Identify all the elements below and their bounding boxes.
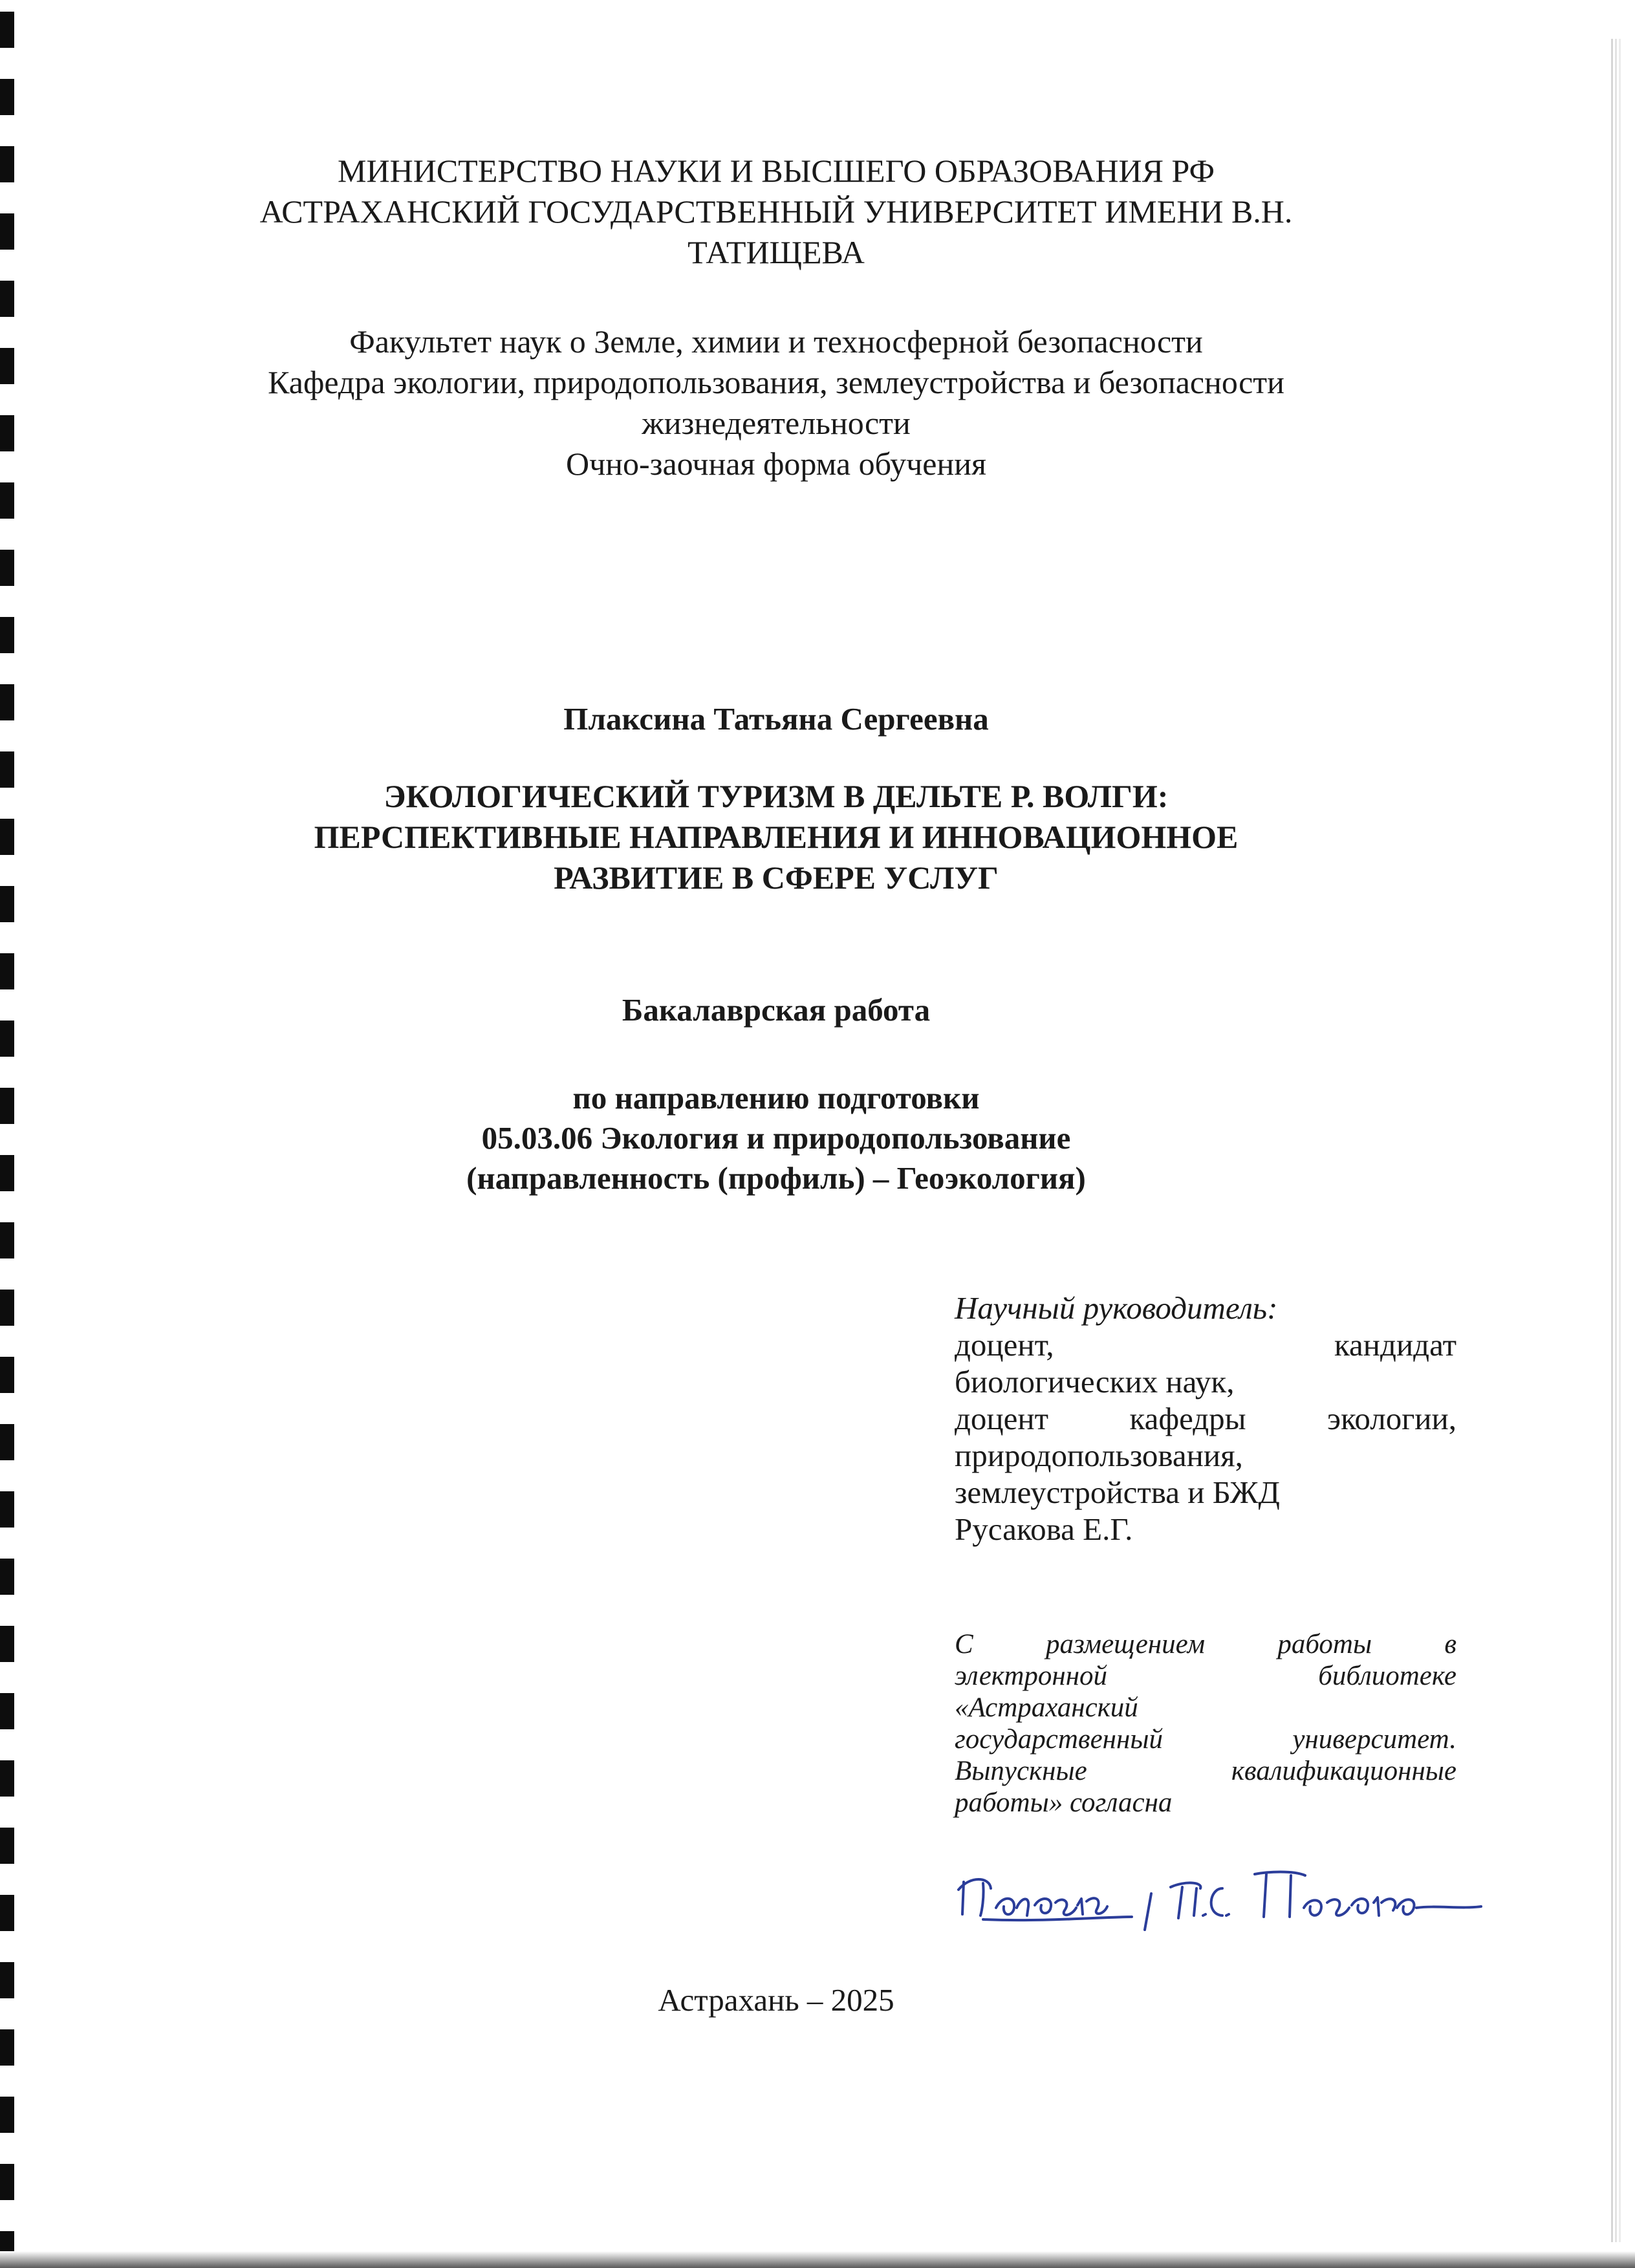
supervisor-line (955, 1326, 1456, 1363)
consent-line (955, 1660, 1456, 1692)
supervisor-word: экологии, (1327, 1401, 1456, 1436)
direction-line: по направлению подготовки (572, 1080, 980, 1116)
page-edge (1619, 39, 1621, 2242)
supervisor-line (955, 1400, 1456, 1437)
consent-word: квалификационные (1231, 1756, 1456, 1786)
consent-word: размещением (1045, 1629, 1206, 1659)
consent-word: университет. (1292, 1724, 1456, 1755)
title-line: РАЗВИТИЕ В СФЕРЕ УСЛУГ (554, 859, 999, 896)
binding-hole (0, 1088, 14, 1124)
city-year: Астрахань – 2025 (658, 1982, 894, 2018)
consent-line (955, 1628, 1456, 1660)
binding-hole (0, 2164, 14, 2200)
title-line: ПЕРСПЕКТИВНЫЕ НАПРАВЛЕНИЯ И ИННОВАЦИОННОЕ (314, 819, 1239, 855)
department-name: Кафедра экологии, природопользования, землеустройства и безопасности (268, 364, 1284, 400)
consent-word: в (1444, 1629, 1456, 1659)
binding-hole (0, 12, 14, 48)
ministry-line: МИНИСТЕРСТВО НАУКИ И ВЫСШЕГО ОБРАЗОВАНИЯ РФ (338, 153, 1215, 189)
department-name-2: жизнедеятельности (642, 405, 911, 441)
consent-word: работы (1277, 1629, 1372, 1659)
faculty-name: Факультет наук о Земле, химии и техносферной безопасности (349, 323, 1203, 360)
university-line-2: ТАТИЩЕВА (688, 234, 865, 270)
binding-hole (0, 348, 14, 384)
ministry-header (168, 151, 1384, 273)
binding-hole (0, 1222, 14, 1258)
binding-hole (0, 415, 14, 451)
study-form: Очно-заочная форма обучения (566, 446, 986, 482)
supervisor-name: Русакова Е.Г. (955, 1511, 1133, 1547)
binding-hole (0, 1962, 14, 1998)
binding-hole (0, 1290, 14, 1326)
consent-word: С (955, 1629, 973, 1659)
supervisor-line: природопользования, (955, 1438, 1243, 1473)
supervisor-line: землеустройства и БЖД (955, 1474, 1280, 1510)
binding-hole (0, 1895, 14, 1931)
supervisor-block (955, 1290, 1456, 1548)
binding-hole (0, 550, 14, 586)
page-edge (1611, 39, 1613, 2242)
binding-hole (0, 1626, 14, 1662)
author-name: Плаксина Татьяна Сергеевна (563, 701, 989, 737)
page-edge (1615, 39, 1617, 2242)
university-line: АСТРАХАНСКИЙ ГОСУДАРСТВЕННЫЙ УНИВЕРСИТЕТ ИМЕНИ В.Н. (259, 193, 1293, 230)
consent-line: «Астраханский (955, 1692, 1138, 1723)
title-line: ЭКОЛОГИЧЕСКИЙ ТУРИЗМ В ДЕЛЬТЕ Р. ВОЛГИ: (384, 778, 1169, 814)
binding-hole (0, 751, 14, 788)
supervisor-word: доцент, (955, 1327, 1054, 1363)
direction-code: 05.03.06 Экология и природопользование (481, 1120, 1071, 1156)
binding-hole (0, 1559, 14, 1595)
direction-block (168, 1078, 1384, 1198)
binding-hole (0, 2029, 14, 2066)
binding-hole (0, 1424, 14, 1460)
handwritten-signature (944, 1863, 1500, 1940)
thesis-title (168, 776, 1384, 898)
consent-line (955, 1755, 1456, 1787)
consent-word: библиотеке (1318, 1661, 1456, 1691)
consent-word: государственный (955, 1724, 1163, 1755)
work-type: Бакалаврская работа (622, 992, 931, 1028)
consent-block (955, 1628, 1456, 1819)
binding-hole (0, 953, 14, 989)
supervisor-word: кафедры (1129, 1401, 1246, 1436)
faculty-block (168, 321, 1384, 484)
supervisor-word: доцент (955, 1401, 1049, 1436)
binding-hole (0, 1760, 14, 1797)
binding-hole (0, 617, 14, 653)
direction-profile: (направленность (профиль) – Геоэкология) (466, 1160, 1086, 1196)
binding-hole (0, 1693, 14, 1729)
consent-word: Выпускные (955, 1756, 1087, 1786)
binding-hole (0, 79, 14, 115)
supervisor-line: биологических наук, (955, 1364, 1235, 1399)
binding-hole (0, 886, 14, 922)
binding-hole (0, 482, 14, 519)
binding-hole (0, 213, 14, 250)
binding-hole (0, 684, 14, 720)
binding-hole (0, 1828, 14, 1864)
binding-hole (0, 146, 14, 182)
consent-word: электронной (955, 1661, 1108, 1691)
binding-hole (0, 1155, 14, 1191)
binding-strip (0, 0, 16, 2268)
consent-line: работы» согласна (955, 1787, 1173, 1818)
consent-line (955, 1723, 1456, 1755)
binding-hole (0, 819, 14, 855)
supervisor-word: кандидат (1334, 1327, 1456, 1363)
scan-shadow (0, 2251, 1635, 2268)
binding-hole (0, 281, 14, 317)
binding-hole (0, 1491, 14, 1528)
binding-hole (0, 2097, 14, 2133)
binding-hole (0, 1021, 14, 1057)
supervisor-label: Научный руководитель: (955, 1290, 1278, 1326)
binding-hole (0, 1357, 14, 1393)
